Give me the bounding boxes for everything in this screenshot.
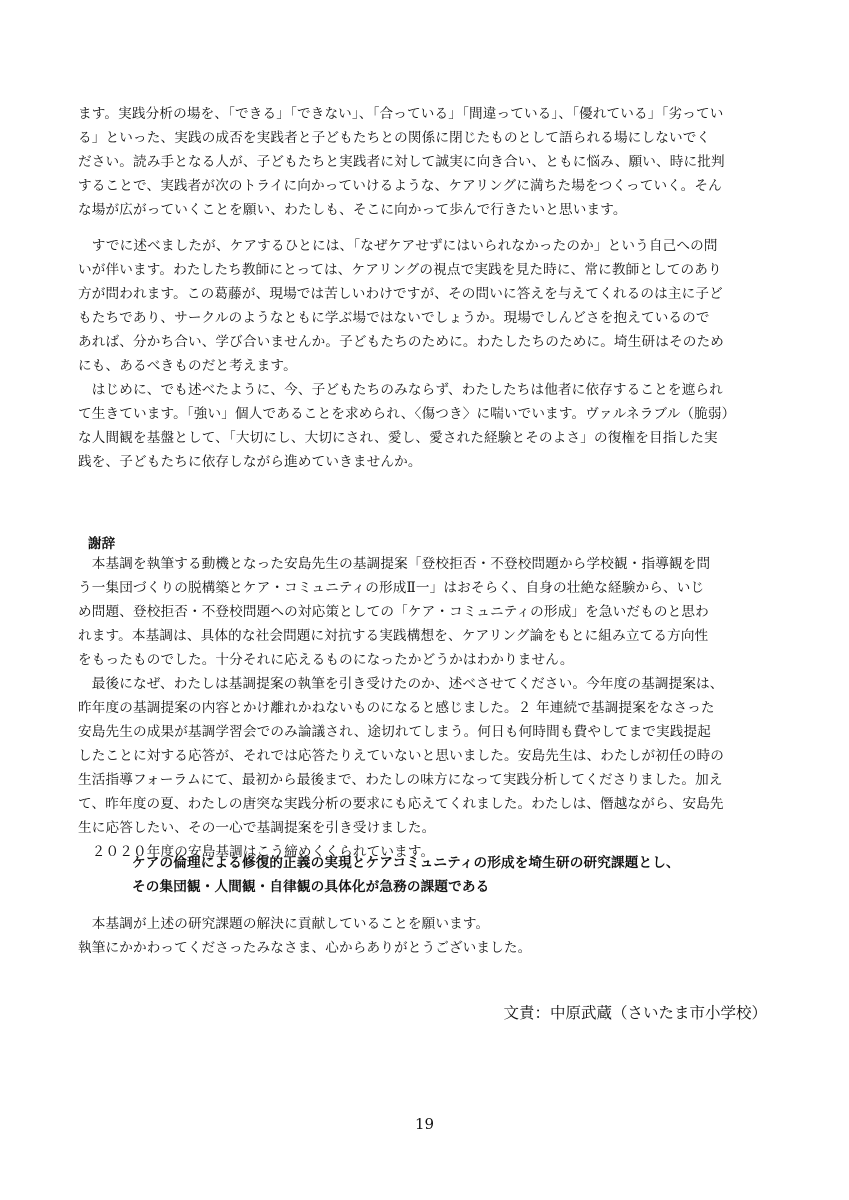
text-line: その集団観・人間観・自律観の具体化が急務の課題である: [132, 879, 490, 895]
text-line: 最後になぜ、わたしは基調提案の執筆を引き受けたのか、述べさせてください。今年度の基調提案は、: [78, 676, 724, 692]
paragraph-1: [78, 102, 776, 222]
text-line: な人間観を基盤として、「大切にし、大切にされ、愛し、愛された経験とそのよさ」の復権を目指した実: [78, 430, 718, 446]
author-signature: 文責：中原武蔵（さいたま市小学校）: [503, 1004, 767, 1022]
paragraph-2: [78, 234, 776, 474]
text-line: 生に応答したい、その一心で基調提案を引き受けました。: [78, 820, 436, 836]
text-line: いが伴います。わたしたち教師にとっては、ケアリングの視点で実践を見た時に、常に教師としてのあり: [78, 262, 722, 278]
text-line: もたちであり、サークルのようなともに学ぶ場ではないでしょうか。現場でしんどさを抱えているので: [78, 310, 710, 326]
text-line: め問題、登校拒否・不登校問題への対応策としての「ケア・コミュニティの形成」を急いだものと思わ: [78, 604, 709, 620]
text-line: れます。本基調は、具体的な社会問題に対抗する実践構想を、ケアリング論をもとに組み立てる方向性: [78, 628, 709, 644]
text-line: にも、あるべきものだと考えます。: [78, 358, 297, 374]
quoted-conclusion: [132, 851, 772, 899]
text-line: て生きています。「強い」個人であることを求められ、〈傷つき〉に喘いでいます。ヴァルネラブル（脆弱）: [78, 406, 736, 422]
text-line: 昨年度の基調提案の内容とかけ離れかねないものになると感じました。２ 年連続で基調提案をなさった: [78, 700, 715, 716]
closing-paragraph: [78, 912, 776, 960]
text-line: 生活指導フォーラムにて、最初から最後まで、わたしの味方になって実践分析してくださりました。加え: [78, 772, 723, 788]
text-line: 執筆にかかわってくださったみなさま、心からありがとうございました。: [78, 940, 532, 956]
text-line: て、昨年度の夏、わたしの唐突な実践分析の要求にも応えてくれました。わたしは、僭越ながら、安島先: [78, 796, 724, 812]
text-line: 本基調を執筆する動機となった安島先生の基調提案「登校拒否・不登校問題から学校観・指導観を問: [78, 556, 711, 572]
text-line: る」といった、実践の成否を実践者と子どもたちとの関係に閉じたものとして語られる場にしないでく: [78, 130, 711, 146]
text-line: 方が問われます。この葛藤が、現場では苦しいわけですが、その問いに答えを与えてくれるのは主に子ど: [78, 286, 723, 302]
text-line: をもったものでした。十分それに応えるものになったかどうかはわかりません。: [78, 652, 574, 668]
text-line: したことに対する応答が、それでは応答たりえていないと思いました。安島先生は、わたしが初任の時の: [78, 748, 724, 764]
acknowledgment-heading: 謝辞: [88, 536, 116, 552]
text-line: すでに述べましたが、ケアするひとには、「なぜケアせずにはいられなかったのか」という自己への問: [78, 238, 718, 254]
text-line: う一集団づくりの脱構築とケア・コミュニティの形成Ⅱ一」はおそらく、自身の壮絶な経験から、いじ: [78, 580, 705, 596]
text-line: はじめに、でも述べたように、今、子どもたちのみならず、わたしたちは他者に依存することを遮られ: [78, 382, 723, 398]
text-line: ２０２０年度の安島基調はこう締めくくられています。: [78, 844, 435, 860]
text-line: 践を、子どもたちに依存しながら進めていきませんか。: [78, 454, 422, 470]
text-line: あれば、分かち合い、学び合いませんか。子どもたちのために。わたしたちのために。埼生研はそのため: [78, 334, 724, 350]
page-number: 19: [414, 1115, 435, 1133]
text-line: ケアの倫理による修復的正義の実現とケアコミュニティの形成を埼生研の研究課題とし、: [132, 855, 680, 871]
text-line: ださい。読み手となる人が、子どもたちと実践者に対して誠実に向き合い、ともに悩み、願い、時に批判: [78, 154, 725, 170]
text-line: することで、実践者が次のトライに向かっていけるような、ケアリングに満ちた場をつくっていく。そん: [78, 178, 722, 194]
acknowledgment-body: [78, 552, 776, 864]
text-line: ます。実践分析の場を、「できる」「できない」、「合っている」「間違っている」、「優れている」「劣ってい: [78, 106, 724, 122]
text-line: な場が広がっていくことを願い、わたしも、そこに向かって歩んで行きたいと思います。: [78, 202, 627, 218]
text-line: 本基調が上述の研究課題の解決に貢献していることを願います。: [78, 916, 490, 932]
text-line: 安島先生の成果が基調学習会でのみ論議され、途切れてしまう。何日も何時間も費やしてまで実践提起: [78, 724, 712, 740]
